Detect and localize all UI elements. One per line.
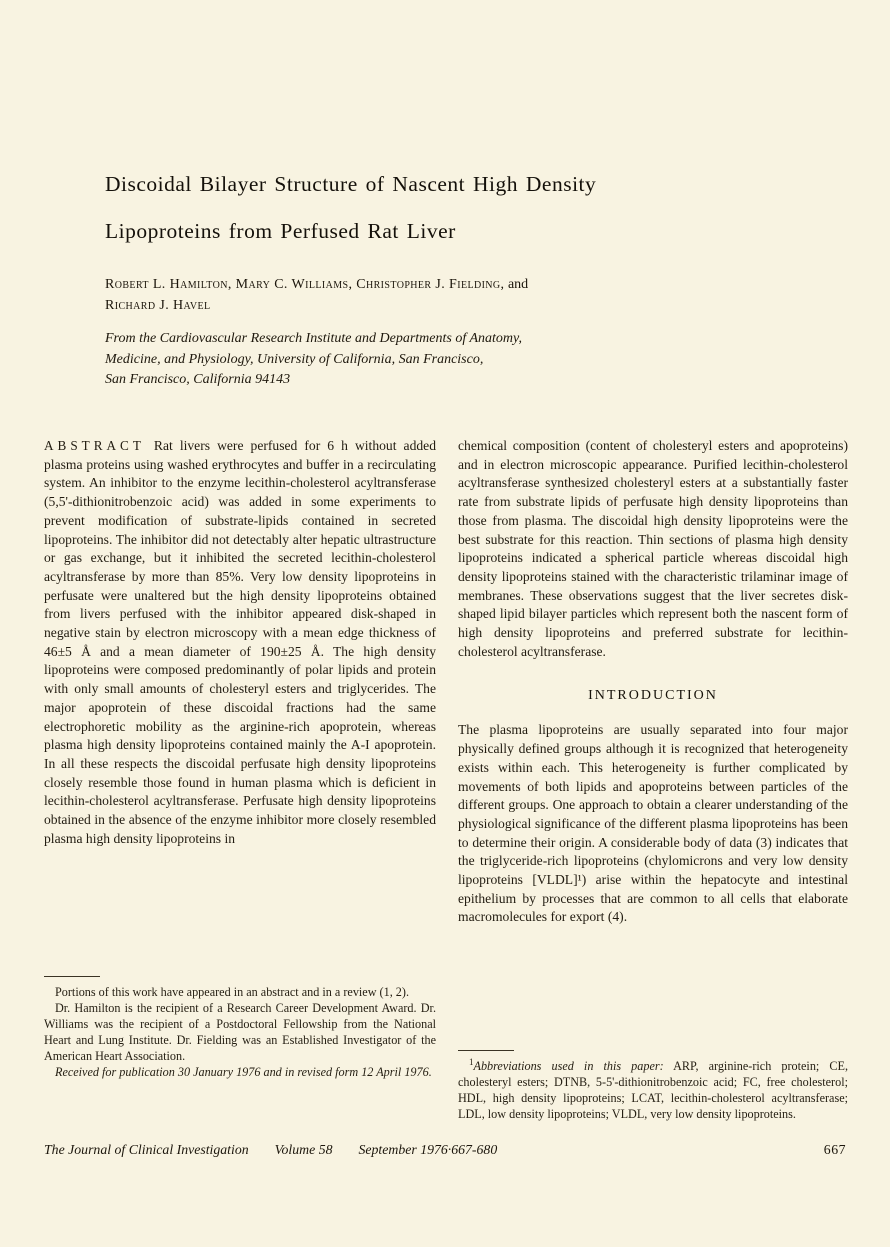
affiliation-line-1: From the Cardiovascular Research Institute and Departments of Anatomy, <box>105 331 522 346</box>
affiliation-line-3: San Francisco, California 94143 <box>105 372 291 387</box>
abbreviations-footnote <box>458 1058 848 1122</box>
abbreviations-footnote-marker: 1 <box>469 1056 474 1067</box>
footnote-credits: Dr. Hamilton is the recipient of a Research Career Development Award. Dr. Williams was the recipient of a Postdoctoral Fellowship from the National Heart and Lung Institute. Dr. Fielding was an Established Investigator of the American Heart Association. <box>44 1001 436 1064</box>
abstract-paragraph-right: chemical composition (content of cholesteryl esters and apoproteins) and in electron microscopic appearance. Purified lecithin-cholesterol acyltransferase synthesized cholesteryl esters at a substantially faster rate from substrate lipids of perfusate high density lipoproteins than those from plasma. The discoidal high density lipoproteins were the best substrate for this reaction. Thin sections of plasma high density lipoproteins indicated a spherical particle whereas discoidal high density lipoproteins stained with the characteristic trilaminar image of membranes. These observations suggest that the liver secretes disk-shaped lipid bilayer particles which represent both the nascent form of high density lipoproteins and preferred substrate for lecithin-cholesterol acyltransferase. <box>458 438 848 659</box>
left-column <box>44 437 436 848</box>
abstract-text-left: Rat livers were perfused for 6 h without added plasma proteins using washed erythrocytes and buffer in a recirculating system. An inhibitor to the enzyme lecithin-cholesterol acyltransferase (5,5'-dithionitrobenzoic acid) was added in some experiments to prevent modification of substrate-lipids contained in secreted lipoproteins. The inhibitor did not detectably alter hepatic ultrastructure or gas exchange, but it inhibited the secreted lecithin-cholesterol acyltransferase by more than 85%. Very low density lipoproteins in perfusate were unaltered but the high density lipoproteins obtained from livers perfused with the inhibitor appeared disk-shaped in negative stain by electron microscopy with a mean edge thickness of 46±5 Å and a mean diameter of 190±25 Å. The high density lipoproteins were composed predominantly of polar lipids and protein with only small amounts of cholesteryl esters and triglycerides. The major apoprotein of these discoidal fractions had the same electrophoretic mobility as the arginine-rich apoprotein, whereas plasma high density lipoproteins contained mainly the A-I apoprotein. In all these respects the discoidal perfusate high density lipoproteins closely resemble those found in human plasma which is deficient in lecithin-cholesterol acyltransferase. Perfusate high density lipoproteins obtained in the absence of the enzyme inhibitor more closely resembled plasma high density lipoproteins in <box>44 438 436 846</box>
author-conjunction: and <box>507 277 529 292</box>
journal-volume: Volume 58 <box>274 1142 333 1157</box>
page-number: 667 <box>823 1142 846 1157</box>
footnote-rule-right <box>458 1050 514 1051</box>
footnotes-right <box>458 1050 848 1122</box>
abstract-label: ABSTRACT <box>44 438 145 453</box>
author-names: Robert L. Hamilton, Mary C. Williams, Christopher J. Fielding, <box>105 277 505 292</box>
introduction-paragraph: The plasma lipoproteins are usually separated into four major physically defined groups although it is recognized that heterogeneity exists within each. This heterogeneity is further complicated by movements of both lipids and apoproteins between particles of the different groups. One approach to obtain a clearer understanding of the physiological significance of the different plasma lipoproteins has been to determine their origin. A considerable body of data (3) indicates that the triglyceride-rich lipoproteins (chylomicrons and very low density lipoproteins [VLDL]¹) arise within the hepatocyte and intestinal epithelium by processes that are common to all cells that elaborate macromolecules for export (4). <box>458 722 848 925</box>
author-list-line-2: Richard J. Havel <box>105 298 211 313</box>
article-header <box>105 172 725 266</box>
abbreviations-footnote-intro: Abbreviations used in this paper: <box>473 1059 664 1073</box>
page-footer <box>44 1142 846 1158</box>
journal-issue-pages: September 1976·667-680 <box>358 1142 498 1157</box>
right-column <box>458 437 848 927</box>
journal-name: The Journal of Clinical Investigation <box>44 1142 249 1157</box>
article-title-line-2: Lipoproteins from Perfused Rat Liver <box>105 219 456 243</box>
author-list <box>105 274 725 316</box>
abbreviations-footnote-body: ARP, arginine-rich protein; CE, cholesteryl esters; DTNB, 5-5'-dithionitrobenzoic acid; FC, free cholesterol; HDL, high density lipoproteins; LCAT, lecithin-cholesterol acyltransferase; LDL, low density lipoproteins; VLDL, very low density lipoproteins. <box>458 1059 849 1122</box>
footnote-portions: Portions of this work have appeared in an abstract and in a review (1, 2). <box>55 985 410 999</box>
footnotes-left <box>44 976 436 1081</box>
affiliation <box>105 329 725 391</box>
footnote-rule-left <box>44 976 100 977</box>
footer-citation <box>44 1142 497 1158</box>
author-list-line-1 <box>105 274 725 295</box>
abstract-paragraph-left <box>44 437 436 848</box>
affiliation-line-2: Medicine, and Physiology, University of California, San Francisco, <box>105 351 484 367</box>
article-title <box>105 172 725 243</box>
footnote-received: Received for publication 30 January 1976 and in revised form 12 April 1976. <box>55 1065 432 1080</box>
article-title-line-1: Discoidal Bilayer Structure of Nascent High Density <box>105 172 597 196</box>
introduction-heading: INTRODUCTION <box>588 688 718 704</box>
